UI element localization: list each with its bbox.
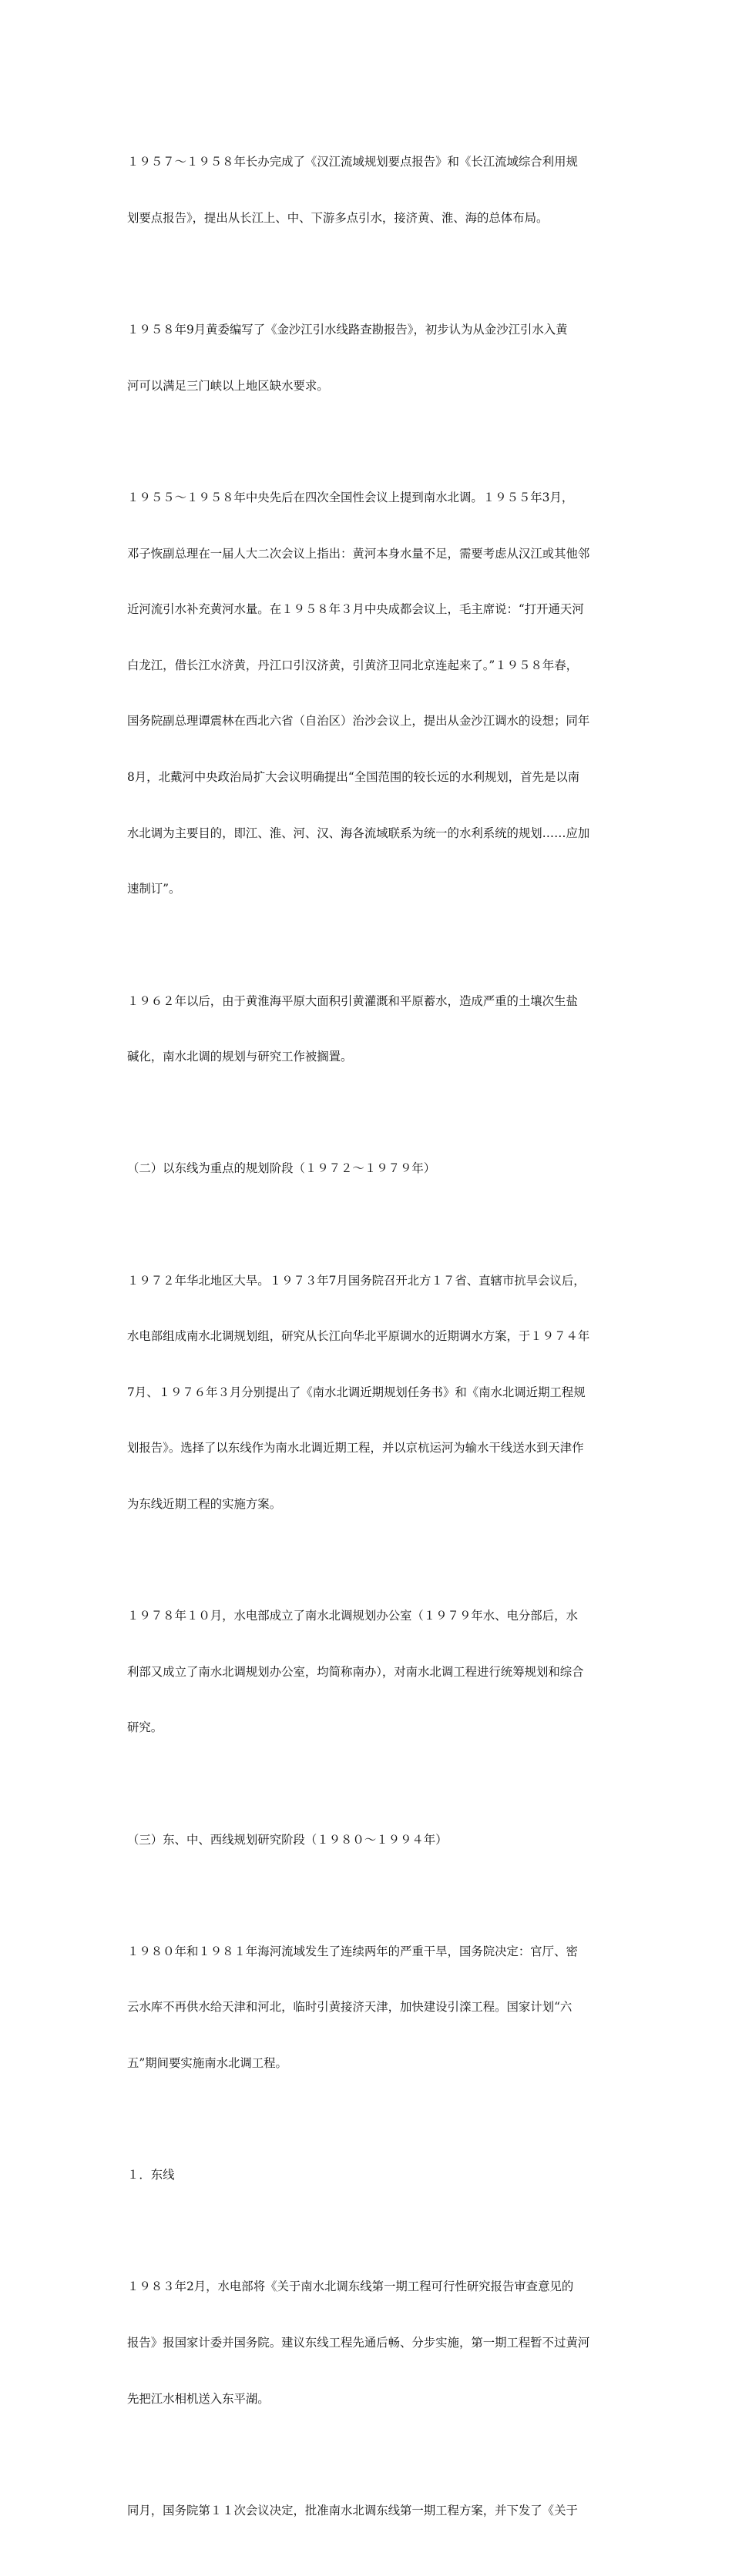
text-line: 先把江水相机送入东平湖。 — [127, 2391, 270, 2406]
text-line: 碱化，南水北调的规划与研究工作被搁置。 — [127, 1050, 353, 1064]
text-line: 7月、１９７６年３月分别提出了《南水北调近期规划任务书》和《南水北调近期工程规 — [127, 1385, 586, 1399]
paragraph — [127, 2240, 620, 2445]
paragraph — [127, 1904, 620, 2109]
paragraph — [127, 1234, 620, 1550]
text-line: 水北调为主要目的，即江、淮、河、汉、海各流域联系为统一的水利系统的规划……应加 — [127, 826, 590, 840]
text-line: 云水库不再供水给天津和河北，临时引黄接济天津，加快建设引滦工程。国家计划“六 — [127, 2000, 573, 2015]
text-line: 速制订”。 — [127, 882, 181, 896]
paragraph — [127, 954, 620, 1104]
document-body — [127, 116, 620, 2576]
paragraph — [127, 116, 620, 265]
text-line: １９５８年9月黄委编写了《金沙江引水线路查勘报告》，初步认为从金沙江引水入黄 — [127, 323, 568, 337]
text-line: 划要点报告》，提出从长江上、中、下游多点引水，接济黄、淮、海的总体布局。 — [127, 211, 549, 226]
text-line: 同月，国务院第１１次会议决定，批准南水北调东线第一期工程方案，并下发了《关于 — [127, 2503, 578, 2517]
text-line: 8月，北戴河中央政治局扩大会议明确提出“全国范围的较长远的水利规划，首先是以南 — [127, 770, 580, 785]
text-line: （三）东、中、西线规划研究阶段（１９８０～１９９４年） — [127, 1832, 448, 1847]
text-line: 水电部组成南水北调规划组，研究从长江向华北平原调水的近期调水方案，于１９７４年 — [127, 1329, 590, 1344]
text-line: 邓子恢副总理在一届人大二次会议上指出：黄河本身水量不足，需要考虑从汉江或其他邻 — [127, 546, 590, 561]
text-line: 划报告》。选择了以东线作为南水北调近期工程，并以京杭运河为输水干线送水到天津作 — [127, 1441, 584, 1455]
text-line: 白龙江，借长江水济黄，丹江口引汉济黄，引黄济卫同北京连起来了。”１９５８年春， — [127, 658, 579, 672]
text-line: １９７２年华北地区大旱。１９７３年7月国务院召开北方１７省、直辖市抗旱会议后， — [127, 1273, 586, 1288]
section-heading — [127, 2129, 620, 2222]
paragraph — [127, 2464, 620, 2557]
text-line: １．东线 — [127, 2168, 175, 2182]
paragraph — [127, 283, 620, 433]
text-line: 报告》报国家计委并国务院。建议东线工程先通后畅、分步实施，第一期工程暂不过黄河 — [127, 2336, 590, 2350]
text-line: １９７８年１０月，水电部成立了南水北调规划办公室（１９７９年水、电分部后，水 — [127, 1609, 578, 1623]
text-line: １９６２年以后，由于黄淮海平原大面积引黄灌溉和平原蓄水，造成严重的土壤次生盐 — [127, 993, 578, 1008]
text-line: （二）以东线为重点的规划阶段（１９７２～１９７９年） — [127, 1161, 436, 1176]
text-line: 国务院副总理谭震林在西北六省（自治区）治沙会议上，提出从金沙江调水的设想；同年 — [127, 714, 590, 729]
text-line: 为东线近期工程的实施方案。 — [127, 1496, 282, 1511]
paragraph — [127, 1569, 620, 1774]
text-line: 五”期间要实施南水北调工程。 — [127, 2056, 287, 2070]
text-line: １９５５～１９５８年中央先后在四次全国性会议上提到南水北调。１９５５年3月， — [127, 491, 574, 505]
text-line: １９８０年和１９８１年海河流域发生了连续两年的严重干旱，国务院决定：官厅、密 — [127, 1944, 578, 1958]
paragraph — [127, 451, 620, 936]
text-line: １９８３年2月，水电部将《关于南水北调东线第一期工程可行性研究报告审查意见的 — [127, 2280, 574, 2294]
text-line: 利部又成立了南水北调规划办公室，均简称南办），对南水北调工程进行统筹规划和综合 — [127, 1664, 584, 1679]
text-line: １９５７～１９５８年长办完成了《汉江流域规划要点报告》和《长江流域综合利用规 — [127, 155, 578, 169]
text-line: 河可以满足三门峡以上地区缺水要求。 — [127, 378, 329, 393]
section-heading — [127, 1122, 620, 1215]
text-line: 研究。 — [127, 1720, 163, 1735]
text-line: 近河流引水补充黄河水量。在１９５８年３月中央成都会议上，毛主席说：“打开通天河 — [127, 602, 584, 617]
section-heading — [127, 1793, 620, 1886]
